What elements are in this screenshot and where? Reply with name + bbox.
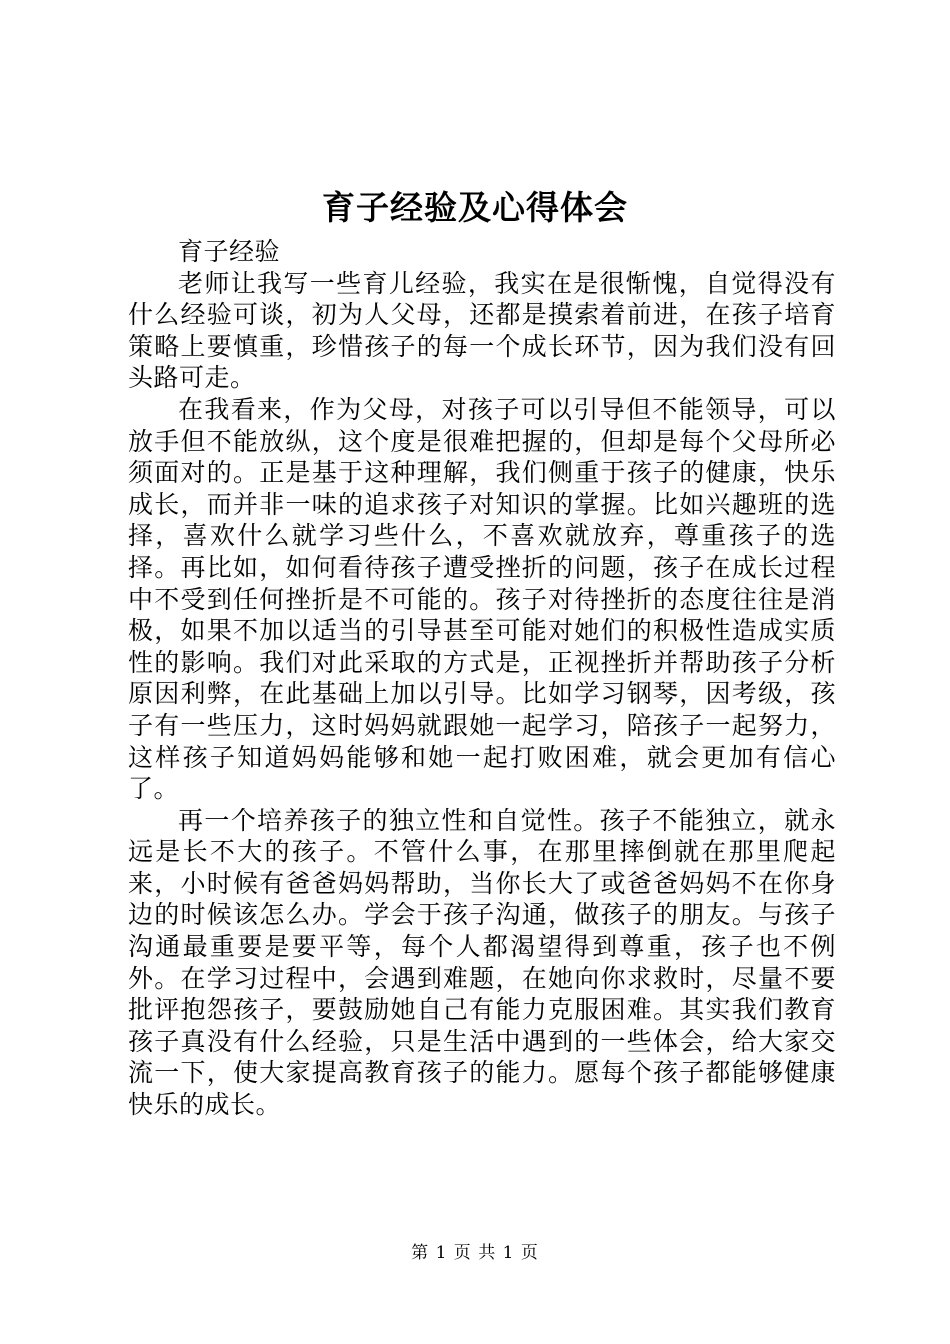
document-title: 育子经验及心得体会 [322, 188, 628, 227]
paragraph-1: 老师让我写一些育儿经验，我实在是很惭愧，自觉得没有什么经验可谈，初为人父母，还都是摸索着前进，在孩子培育策略上要慎重，珍惜孩子的每一个成长环节，因为我们没有回头路可走。 [128, 268, 836, 393]
document-body [128, 236, 836, 1121]
paragraph-3: 再一个培养孩子的独立性和自觉性。孩子不能独立，就永远是长不大的孩子。不管什么事，在那里摔倒就在那里爬起来，小时候有爸爸妈妈帮助，当你长大了或爸爸妈妈不在你身边的时候该怎么办。学会于孩子沟通，做孩子的朋友。与孩子沟通最重要是要平等，每个人都渴望得到尊重，孩子也不例外。在学习过程中，会遇到难题，在她向你求救时，尽量不要批评抱怨孩子，要鼓励她自己有能力克服困难。其实我们教育孩子真没有什么经验，只是生活中遇到的一些体会，给大家交流一下，使大家提高教育孩子的能力。愿每个孩子都能够健康快乐的成长。 [128, 805, 836, 1120]
page-footer: 第 1 页 共 1 页 [411, 1243, 539, 1263]
paragraph-subtitle: 育子经验 [178, 237, 281, 266]
paragraph-2: 在我看来，作为父母，对孩子可以引导但不能领导，可以放手但不能放纵，这个度是很难把握的，但却是每个父母所必须面对的。正是基于这种理解，我们侧重于孩子的健康，快乐成长，而并非一味的追求孩子对知识的掌握。比如兴趣班的选择，喜欢什么就学习些什么，不喜欢就放弃，尊重孩子的选择。再比如，如何看待孩子遭受挫折的问题，孩子在成长过程中不受到任何挫折是不可能的。孩子对待挫折的态度往往是消极，如果不加以适当的引导甚至可能对她们的积极性造成实质性的影响。我们对此采取的方式是，正视挫折并帮助孩子分析原因利弊，在此基础上加以引导。比如学习钢琴，因考级，孩子有一些压力，这时妈妈就跟她一起学习，陪孩子一起努力，这样孩子知道妈妈能够和她一起打败困难，就会更加有信心了。 [128, 394, 836, 804]
